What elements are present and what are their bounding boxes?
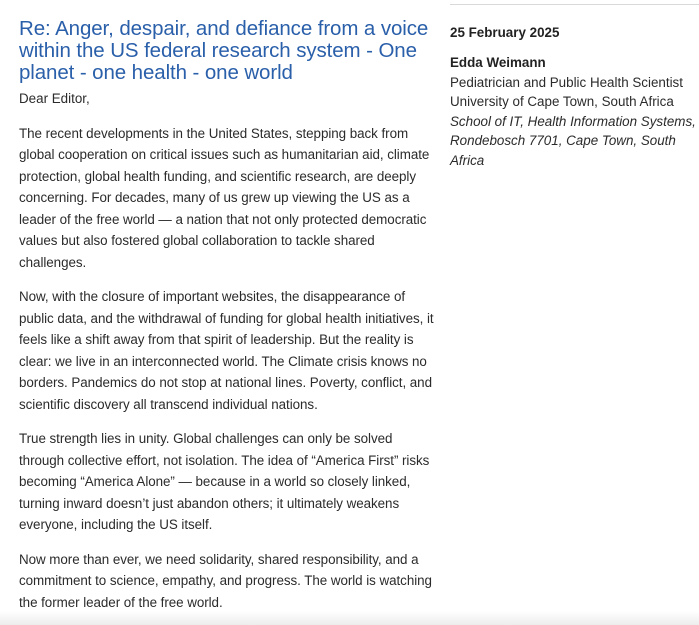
letter-title: Re: Anger, despair, and defiance from a voice within the US federal research system - One planet - one health - one world	[19, 17, 429, 84]
author-name: Edda Weimann	[450, 55, 546, 70]
letter-body	[19, 18, 437, 613]
salutation: Dear Editor,	[19, 91, 90, 106]
paragraph: The recent developments in the United States, stepping back from global cooperation on critical issues such as humanitarian aid, climate protection, global health funding, and scientific research, are deeply concerning. For decades, many of us grew up viewing the US as a leader of the free world — a nation that not only protected democratic values but also fostered global collaboration to tackle shared challenges.	[19, 125, 430, 270]
author-sidebar	[450, 23, 699, 170]
sidebar-top-divider	[450, 4, 699, 5]
author-department: School of IT, Health Information Systems, Rondebosch 7701, Cape Town, South Africa	[450, 113, 696, 168]
bottom-shadow	[0, 611, 699, 625]
author-role: Pediatrician and Public Health Scientist	[450, 74, 683, 90]
publication-date: 25 February 2025	[450, 25, 560, 40]
author-institution: University of Cape Town, South Africa	[450, 94, 674, 109]
paragraph: True strength lies in unity. Global challenges can only be solved through collective effort, not isolation. The idea of “America First” risks becoming “America Alone” — because in a world so closely linked, turning inward doesn’t just abandon others; it ultimately weakens everyone, including the US itself.	[19, 431, 430, 532]
paragraph: Now, with the closure of important websites, the disappearance of public data, and the withdrawal of funding for global health initiatives, it feels like a shift away from that spirit of leadership. But the reality is clear: we live in an interconnected world. The Climate crisis knows no borders. Pandemics do not stop at national lines. Poverty, conflict, and scientific discovery all transcend individual nations.	[19, 289, 434, 412]
paragraph: Now more than ever, we need solidarity, shared responsibility, and a commitment to science, empathy, and progress. The world is watching the former leader of the free world.	[19, 551, 432, 610]
